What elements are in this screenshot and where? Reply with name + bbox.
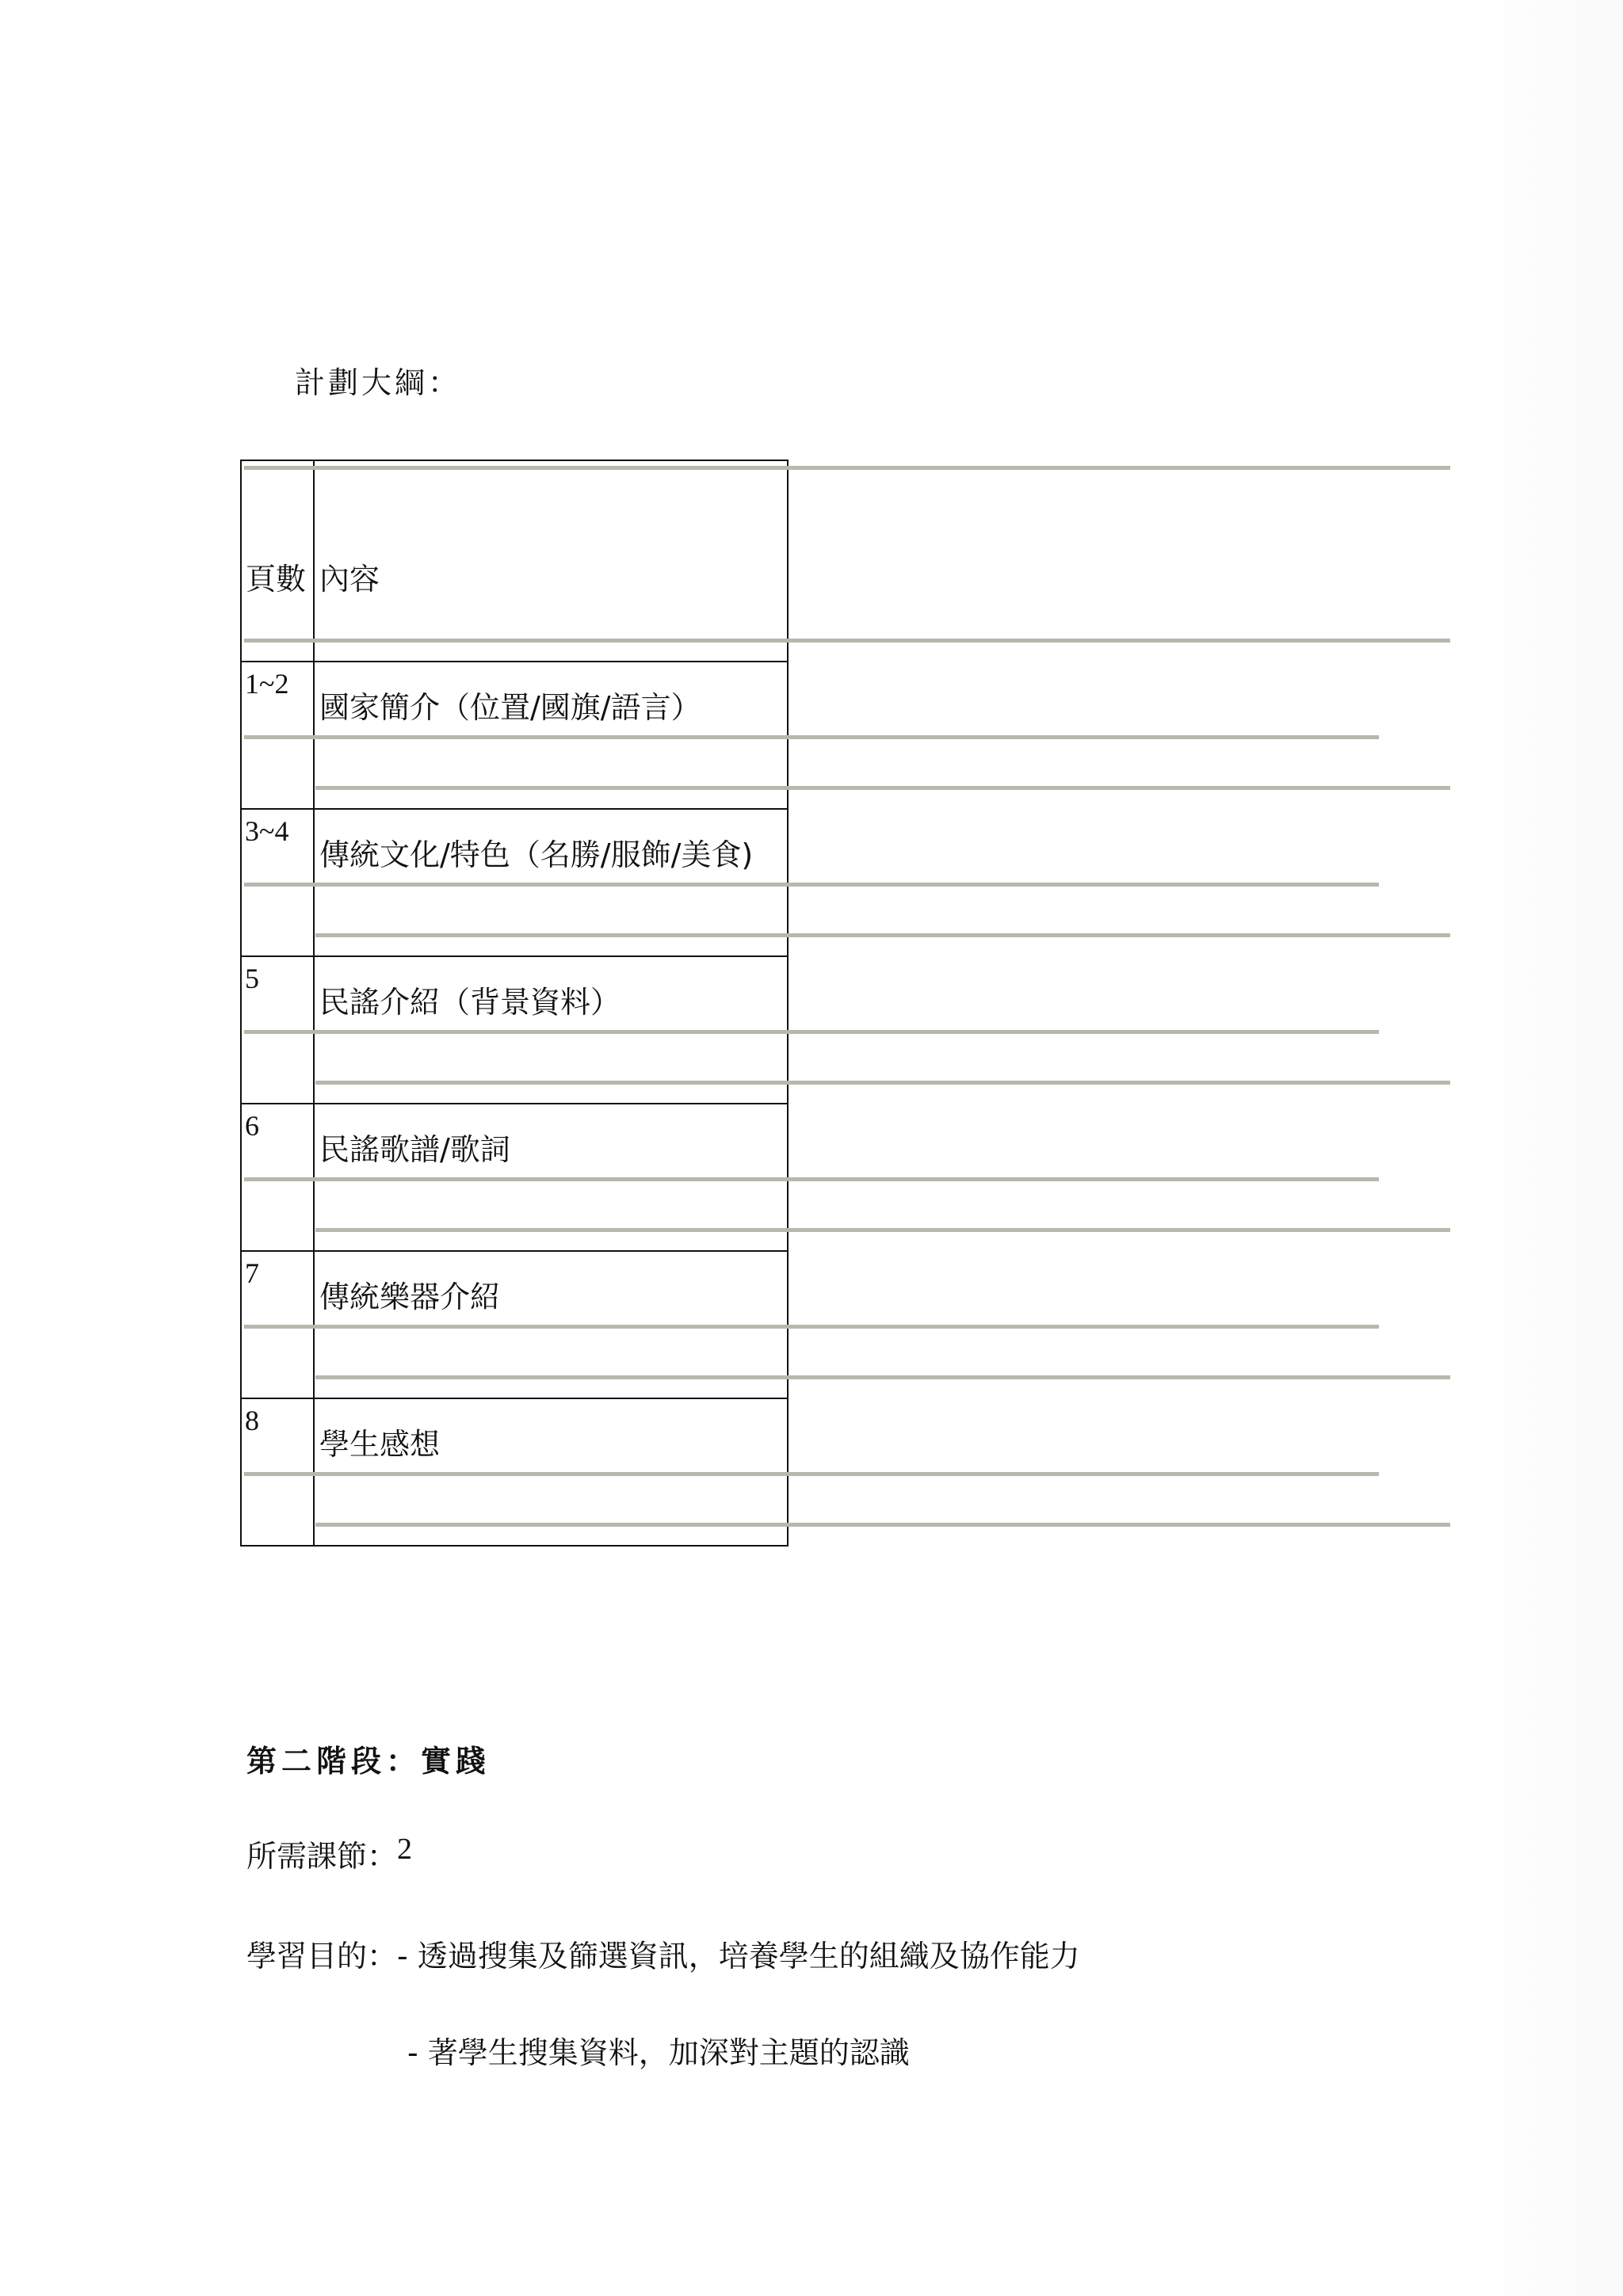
outline-table: [240, 460, 789, 1547]
objective-item: - 透過搜集及篩選資訊，培養學生的組織及協作能力: [397, 1939, 1080, 1974]
row-content: 學生感想: [319, 1427, 441, 1462]
gray-rule: [244, 1177, 1379, 1181]
gray-rule: [244, 1472, 1379, 1476]
outline-title: 計劃大綱：: [295, 365, 462, 400]
header-pages: 頁數: [246, 562, 307, 597]
gray-rule: [244, 883, 1379, 887]
row-content: 傳統文化/特色（名勝/服飾/美食): [319, 837, 754, 872]
table-row-divider: [240, 1103, 789, 1104]
table-row-divider: [240, 1250, 789, 1252]
lessons-line: [246, 1832, 412, 1875]
gray-rule: [315, 786, 1450, 790]
gray-rule: [244, 639, 1450, 643]
gray-rule: [315, 1081, 1450, 1085]
row-pages: 3~4: [245, 815, 289, 847]
gray-rule: [244, 1325, 1379, 1329]
objective-item: - 著學生搜集資料，加深對主題的認識: [407, 2035, 910, 2070]
row-content: 傳統樂器介紹: [319, 1280, 501, 1314]
row-pages: 1~2: [245, 668, 289, 700]
row-pages: 6: [245, 1110, 259, 1142]
page-edge-shade: [1450, 0, 1623, 2296]
lessons-value: 2: [397, 1833, 413, 1866]
header-content: 內容: [319, 562, 380, 597]
gray-rule: [315, 933, 1450, 937]
row-pages: 5: [245, 963, 259, 994]
row-content: 民謠介紹（背景資料）: [319, 985, 621, 1020]
row-pages: 7: [245, 1257, 259, 1289]
objectives-line: [246, 1932, 1080, 1975]
table-column-divider: [313, 460, 315, 1547]
objectives-label: 學習目的：: [246, 1939, 398, 1974]
section-heading: 第二階段：實踐: [246, 1744, 491, 1779]
row-content: 國家簡介（位置/國旗/語言）: [319, 690, 701, 725]
gray-rule: [315, 1523, 1450, 1527]
gray-rule: [244, 735, 1379, 739]
gray-rule: [244, 466, 1450, 470]
gray-rule: [315, 1228, 1450, 1232]
table-row-divider: [240, 661, 789, 662]
lessons-label: 所需課節：: [246, 1839, 398, 1874]
gray-rule: [315, 1375, 1450, 1379]
row-pages: 8: [245, 1405, 259, 1436]
gray-rule: [244, 1030, 1379, 1034]
row-content: 民謠歌譜/歌詞: [319, 1132, 510, 1167]
table-row-divider: [240, 1398, 789, 1399]
table-row-divider: [240, 955, 789, 957]
table-row-divider: [240, 808, 789, 810]
